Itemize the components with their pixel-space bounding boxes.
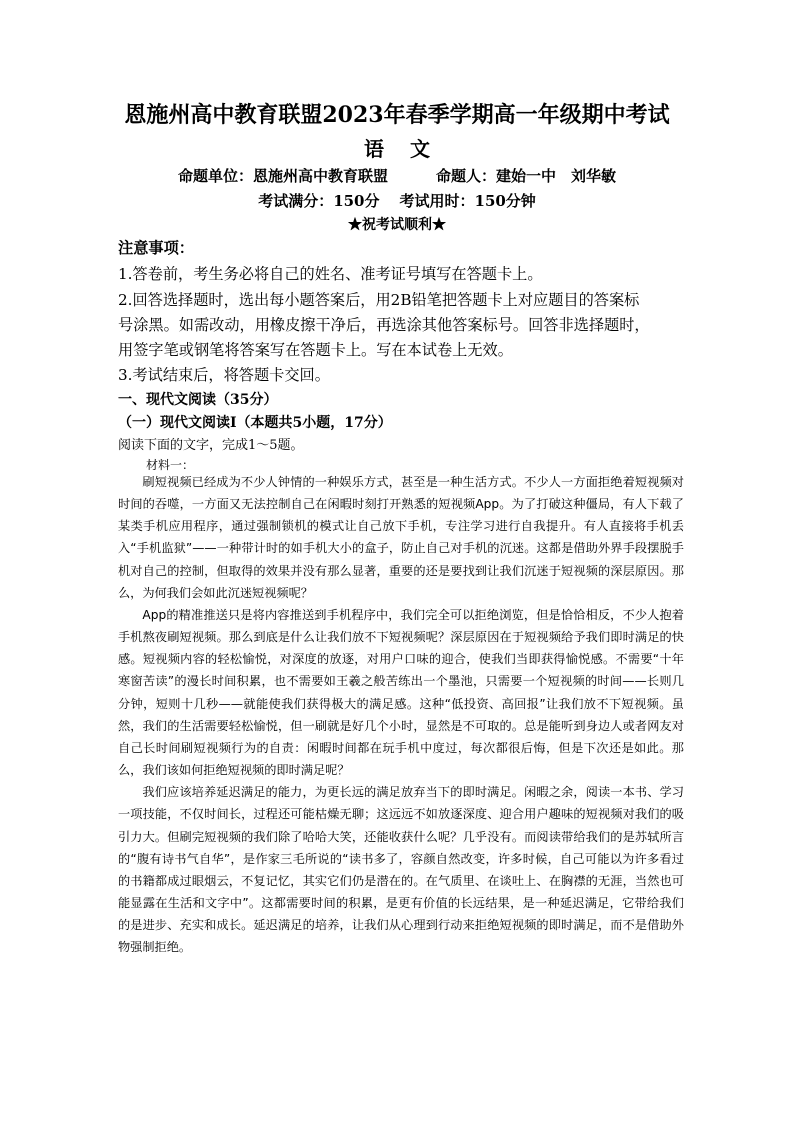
exam-title: 恩施州高中教育联盟2023年春季学期高一年级期中考试 xyxy=(124,102,670,128)
full-score: 考试满分：150分 xyxy=(258,192,380,210)
exam-duration: 考试用时：150分钟 xyxy=(399,192,536,210)
reading-instruction: 阅读下面的文字，完成1～5题。 xyxy=(118,438,304,453)
compiler-unit: 命题单位：恩施州高中教育联盟 xyxy=(177,167,388,185)
material-label: 材料一： xyxy=(146,458,195,472)
paragraph-3: 我们应该培养延迟满足的能力，为更长远的满足放弃当下的即时满足。闲暇之余，阅读一本书、学习一项技能，不仅时间长，过程还可能枯燥无聊；这远远不如放逐深度、迎合用户趣味的短视频对我们的吸引力大。但刷完短视频的我们除了哈哈大笑，还能收获什么呢？几乎没有。而阅读带给我们的是苏轼所言的“腹有诗书气自华”，是作家三毛所说的“读书多了，容颜自然改变，许多时候，自己可能以为许多看过的书籍都成过眼烟云，不复记忆，其实它们仍是潜在的。在气质里、在谈吐上、在胸襟的无涯，当然也可能显露在生活和文字中”。这都需要时间的积累，是更有价值的长远结果，是一种延迟满足，它带给我们的是进步、充实和成长。延迟满足的培养，让我们从心理到行动来拒绝短视频的即时满足，而不是借助外物强制拒绝。 xyxy=(118,785,684,955)
note-item-2-line-3: 用签字笔或钢笔将答案写在答题卡上。写在本试卷上无效。 xyxy=(118,341,513,359)
subject-title xyxy=(0,133,794,162)
note-item-1: 1.答卷前，考生务必将自己的姓名、准考证号填写在答题卡上。 xyxy=(118,265,543,283)
subject-char-1: 语 xyxy=(364,137,384,161)
paragraph-2: App的精准推送只是将内容推送到手机程序中，我们完全可以拒绝浏览，但是恰恰相反，不少人抱着手机熬夜刷短视频。那么到底是什么让我们放不下短视频呢？深层原因在于短视频给予我们即时满足的快感。短视频内容的轻松愉悦，对深度的放逐，对用户口味的迎合，使我们当即获得愉悦感。不需要“十年寒窗苦读”的漫长时间积累，也不需要如王羲之般苦练出一个墨池，只需要一个短视频的时间——长则几分钟，短则十几秒——就能使我们获得极大的满足感。这种“低投资、高回报”让我们放不下短视频。虽然，我们的生活需要轻松愉悦，但一刷就是好几个小时，显然是不可取的。总是能听到身边人或者网友对自己长时间刷短视频行为的自责：闲暇时间都在玩手机中度过，每次都很后悔，但是下次还是如此。那么，我们该如何拒绝短视频的即时满足呢？ xyxy=(118,607,684,778)
note-item-2-line-2: 号涂黑。如需改动，用橡皮擦干净后，再选涂其他答案标号。回答非选择题时， xyxy=(118,316,650,334)
good-luck-wish: ★祝考试顺利★ xyxy=(348,217,446,233)
paragraph-1: 刷短视频已经成为不少人钟情的一种娱乐方式，甚至是一种生活方式。不少人一方面拒绝着短视频对时间的吞噬，一方面又无法控制自己在闲暇时刻打开熟悉的短视频App。为了打破这种僵局，有人下载了某类手机应用程序，通过强制锁机的模式让自己放下手机，专注学习进行自我提升。有人直接将手机丢入“手机监狱”——一种带计时的如手机大小的盒子，防止自己对手机的沉迷。这都是借助外界手段摆脱手机对自己的控制，但取得的效果并没有那么显著，重要的还是要找到让我们沉迷于短视频的深层原因。那么，为何我们会如此沉迷短视频呢？ xyxy=(118,475,684,600)
subject-char-2: 文 xyxy=(410,137,430,161)
compiler-line xyxy=(0,165,794,186)
subsection-title: （一）现代文阅读Ⅰ（本题共5小题，17分） xyxy=(118,415,392,431)
note-item-3: 3.考试结束后，将答题卡交回。 xyxy=(118,366,330,384)
exam-info-line xyxy=(0,190,794,211)
notes-heading: 注意事项： xyxy=(118,239,194,257)
section-title: 一、现代文阅读（35分） xyxy=(118,392,278,408)
article-body xyxy=(118,471,684,958)
note-item-2-line-1: 2.回答选择题时，选出每小题答案后，用2B铅笔把答题卡上对应题目的答案标 xyxy=(118,291,640,309)
compiler-person: 命题人：建始一中 刘华敏 xyxy=(436,167,617,185)
